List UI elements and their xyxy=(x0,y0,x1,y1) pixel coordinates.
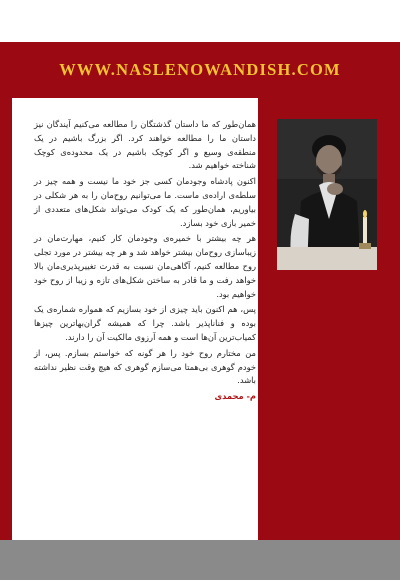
author-signature: م- محمدی xyxy=(214,391,256,402)
article-paragraph: همان‌طور که ما داستان گذشتگان را مطالعه می‌کنیم آیندگان نیز داستان ما را مطالعه خواهند کرد. اگر بزرگ باشیم در یک منطقه‌ی وسیع و اگر کوچک باشیم در یک محدوده‌ی کوچک شناخته خواهیم شد. xyxy=(34,119,256,171)
article-paragraph: هر چه بیشتر با خمیره‌ی وجودمان کار کنیم، مهارت‌مان در زیباسازی روح‌مان بیشتر خواهد شد و هر چه بیشتر در مورد تجلی روح مطالعه کنیم، آگاهی‌مان نسبت به قدرت تغییرپذیری‌مان بالا خواهد رفت و ما قادر به ساختن شکل‌های تازه و زیبا از روح خود خواهیم بود. xyxy=(34,233,256,299)
article-body xyxy=(34,118,256,406)
footer-band xyxy=(0,540,400,580)
article-paragraph: من مختارم روح خود را هر گونه که خواستم بسازم. پس، از خودم گوهری بی‌همتا می‌سازم گوهری که هیچ وقت نظیر نداشته باشد. xyxy=(34,347,256,386)
article-paragraph: پس، هم اکنون باید چیزی از خود بسازیم که همواره شماره‌ی یک بوده و فناناپذیر باشد. چرا که همیشه گران‌بهاترین چیزها کمیاب‌ترین آن‌ها است و همه آرزوی مالکیت آن را دارند. xyxy=(34,304,256,342)
author-photo xyxy=(277,119,377,270)
article-paragraph: اکنون پادشاه وجودمان کسی جز خود ما نیست و همه چیز در سلطه‌ی اراده‌ی ماست. ما می‌توانیم روح‌مان را به هر شکلی در بیاوریم، همان‌طور که یک کودک می‌تواند شکل‌های متعددی از خمیر بازی خود بسازد. xyxy=(34,176,256,228)
left-red-strip xyxy=(0,98,12,540)
site-header xyxy=(0,42,400,98)
top-margin xyxy=(0,0,400,42)
site-url[interactable]: WWW.NASLENOWANDISH.COM xyxy=(59,60,341,79)
author-portrait-image xyxy=(277,119,377,270)
